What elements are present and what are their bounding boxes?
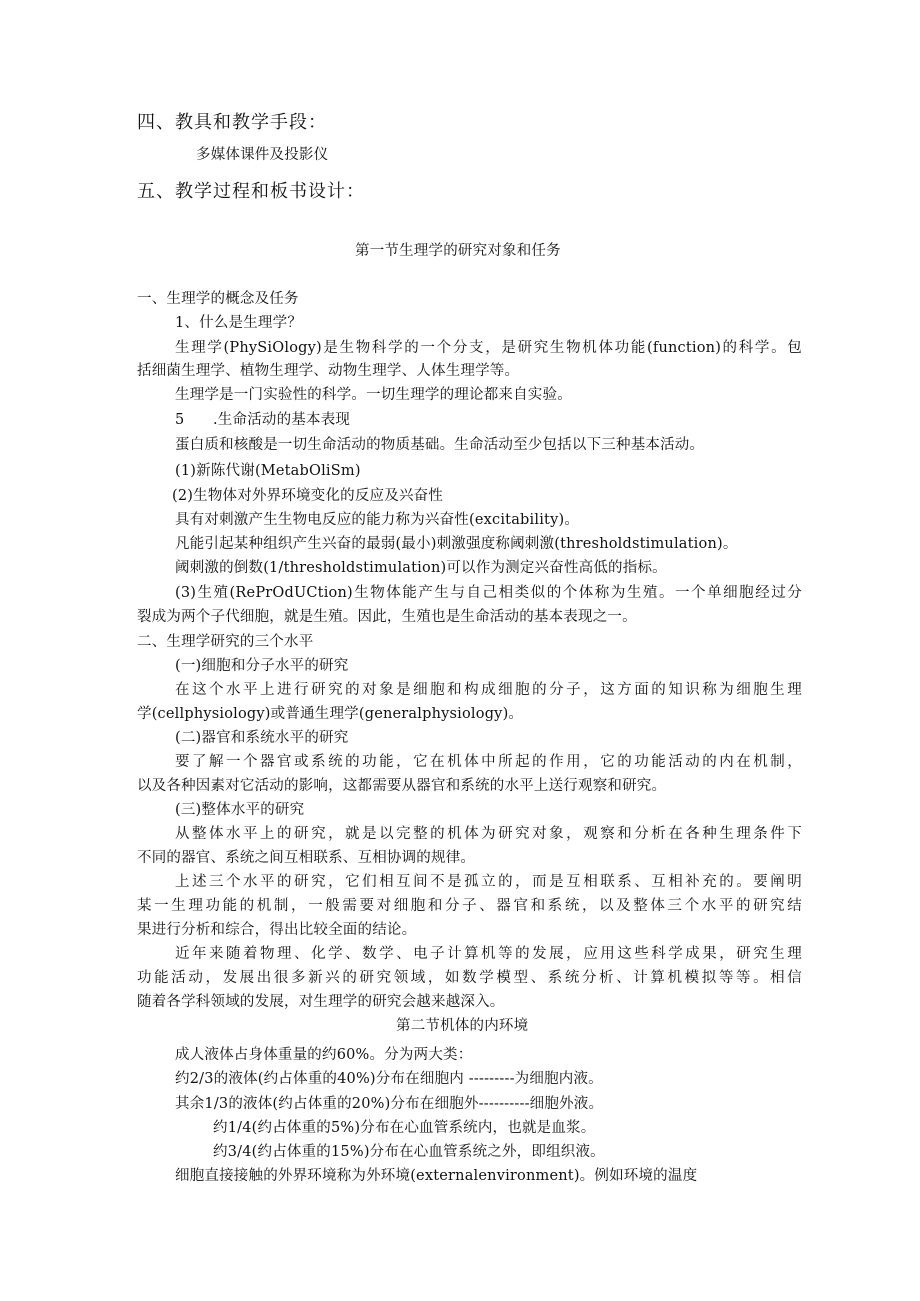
summary-line-1: 上述三个水平的研究，它们相互间不是孤立的，而是互相联系、互相补充的。要阐明 bbox=[175, 874, 802, 890]
section-four-heading: 四、教具和教学手段： bbox=[137, 112, 327, 133]
level-2-para-a: 要了解一个器官或系统的功能，它在机体中所起的作用，它的功能活动的内在机制， bbox=[175, 754, 802, 770]
section-four-body: 多媒体课件及投影仪 bbox=[196, 147, 329, 163]
paragraph-4: 具有对刺激产生生物电反应的能力称为兴奋性(excitability)。 bbox=[175, 512, 580, 528]
level-3-para-a: 从整体水平上的研究，就是以完整的机体为研究对象，观察和分析在各种生理条件下 bbox=[175, 826, 802, 842]
level-2-para-b: 以及各种因素对它活动的影响，这都需要从器官和系统的水平上送行观察和研究。 bbox=[137, 778, 667, 794]
fluid-line-5: 约3/4(约占体重的15%)分布在心血管系统之外，即组织液。 bbox=[213, 1144, 605, 1160]
paragraph-6: 阈刺激的倒数(1/thresholdstimulation)可以作为测定兴奋性高低的指标。 bbox=[175, 560, 667, 576]
section-five-heading: 五、教学过程和板书设计： bbox=[137, 181, 365, 202]
question-2-number: 5 bbox=[175, 412, 185, 428]
part2-heading: 二、生理学研究的三个水平 bbox=[137, 634, 314, 650]
level-3-heading: (三)整体水平的研究 bbox=[175, 802, 305, 818]
summary-line-2: 某一生理功能的机制，一般需要对细胞和分子、器官和系统，以及整体三个水平的研究结 bbox=[137, 898, 802, 914]
question-2-text: .生命活动的基本表现 bbox=[213, 412, 351, 428]
list-item-reproduction-b: 裂成为两个子代细胞，就是生殖。因此，生殖也是生命活动的基本表现之一。 bbox=[137, 609, 637, 625]
level-3-para-b: 不同的器官、系统之间互相联系、互相协调的规律。 bbox=[137, 850, 476, 866]
recent-line-1: 近年来随着物理、化学、数学、电子计算机等的发展，应用这些科学成果，研究生理 bbox=[175, 946, 802, 962]
summary-line-3: 果进行分析和综合，得出比较全面的结论。 bbox=[137, 922, 417, 938]
fluid-line-2: 约2/3的液体(约占体重的40%)分布在细胞内 ---------为细胞内液。 bbox=[175, 1071, 603, 1087]
paragraph-1a: 生理学(PhySiOlogy)是生物科学的一个分支，是研究生物机体功能(function)的科学。包 bbox=[175, 340, 802, 356]
paragraph-3: 蛋白质和核酸是一切生命活动的物质基础。生命活动至少包括以下三种基本活动。 bbox=[175, 437, 705, 453]
list-item-reproduction-a: (3)生殖(RePrOdUCtion)生物体能产生与自己相类似的个体称为生殖。一个单细胞经过分 bbox=[175, 585, 802, 601]
fluid-line-3: 其余1/3的液体(约占体重的20%)分布在细胞外----------细胞外液。 bbox=[175, 1096, 604, 1112]
paragraph-1b: 括细菌生理学、植物生理学、动物生理学、人体生理学等。 bbox=[137, 363, 520, 379]
level-1-heading: (一)细胞和分子水平的研究 bbox=[175, 658, 349, 674]
paragraph-2: 生理学是一门实验性的科学。一切生理学的理论都来自实验。 bbox=[175, 387, 572, 403]
fluid-line-1: 成人液体占身体重量的约60%。分为两大类： bbox=[175, 1047, 473, 1063]
list-item-excitability: (2)生物体对外界环境变化的反应及兴奋性 bbox=[172, 488, 444, 504]
paragraph-5: 凡能引起某种组织产生兴奋的最弱(最小)刺激强度称阈刺激(thresholdstimulation)。 bbox=[175, 536, 738, 552]
recent-line-3: 随着各学科领域的发展，对生理学的研究会越来越深入。 bbox=[137, 994, 505, 1010]
question-1: 1、什么是生理学？ bbox=[175, 315, 303, 331]
fluid-line-4: 约1/4(约占体重的5%)分布在心血管系统内，也就是血浆。 bbox=[213, 1120, 596, 1136]
level-1-para-a: 在这个水平上进行研究的对象是细胞和构成细胞的分子，这方面的知识称为细胞生理 bbox=[175, 682, 802, 698]
part1-heading: 一、生理学的概念及任务 bbox=[137, 291, 299, 307]
recent-line-2: 功能活动，发展出很多新兴的研究领域，如数学模型、系统分析、计算机模拟等等。相信 bbox=[137, 970, 802, 986]
level-1-para-b: 学(cellphysiology)或普通生理学(generalphysiology)。 bbox=[137, 706, 524, 722]
chapter1-title: 第一节生理学的研究对象和任务 bbox=[355, 243, 561, 259]
level-2-heading: (二)器官和系统水平的研究 bbox=[175, 730, 349, 746]
chapter2-title: 第二节机体的内环境 bbox=[396, 1018, 529, 1034]
fluid-line-6: 细胞直接接触的外界环境称为外环境(externalenvironment)。例如环境的温度 bbox=[175, 1168, 698, 1184]
list-item-metabolism: (1)新陈代谢(MetabOliSm) bbox=[175, 463, 361, 479]
